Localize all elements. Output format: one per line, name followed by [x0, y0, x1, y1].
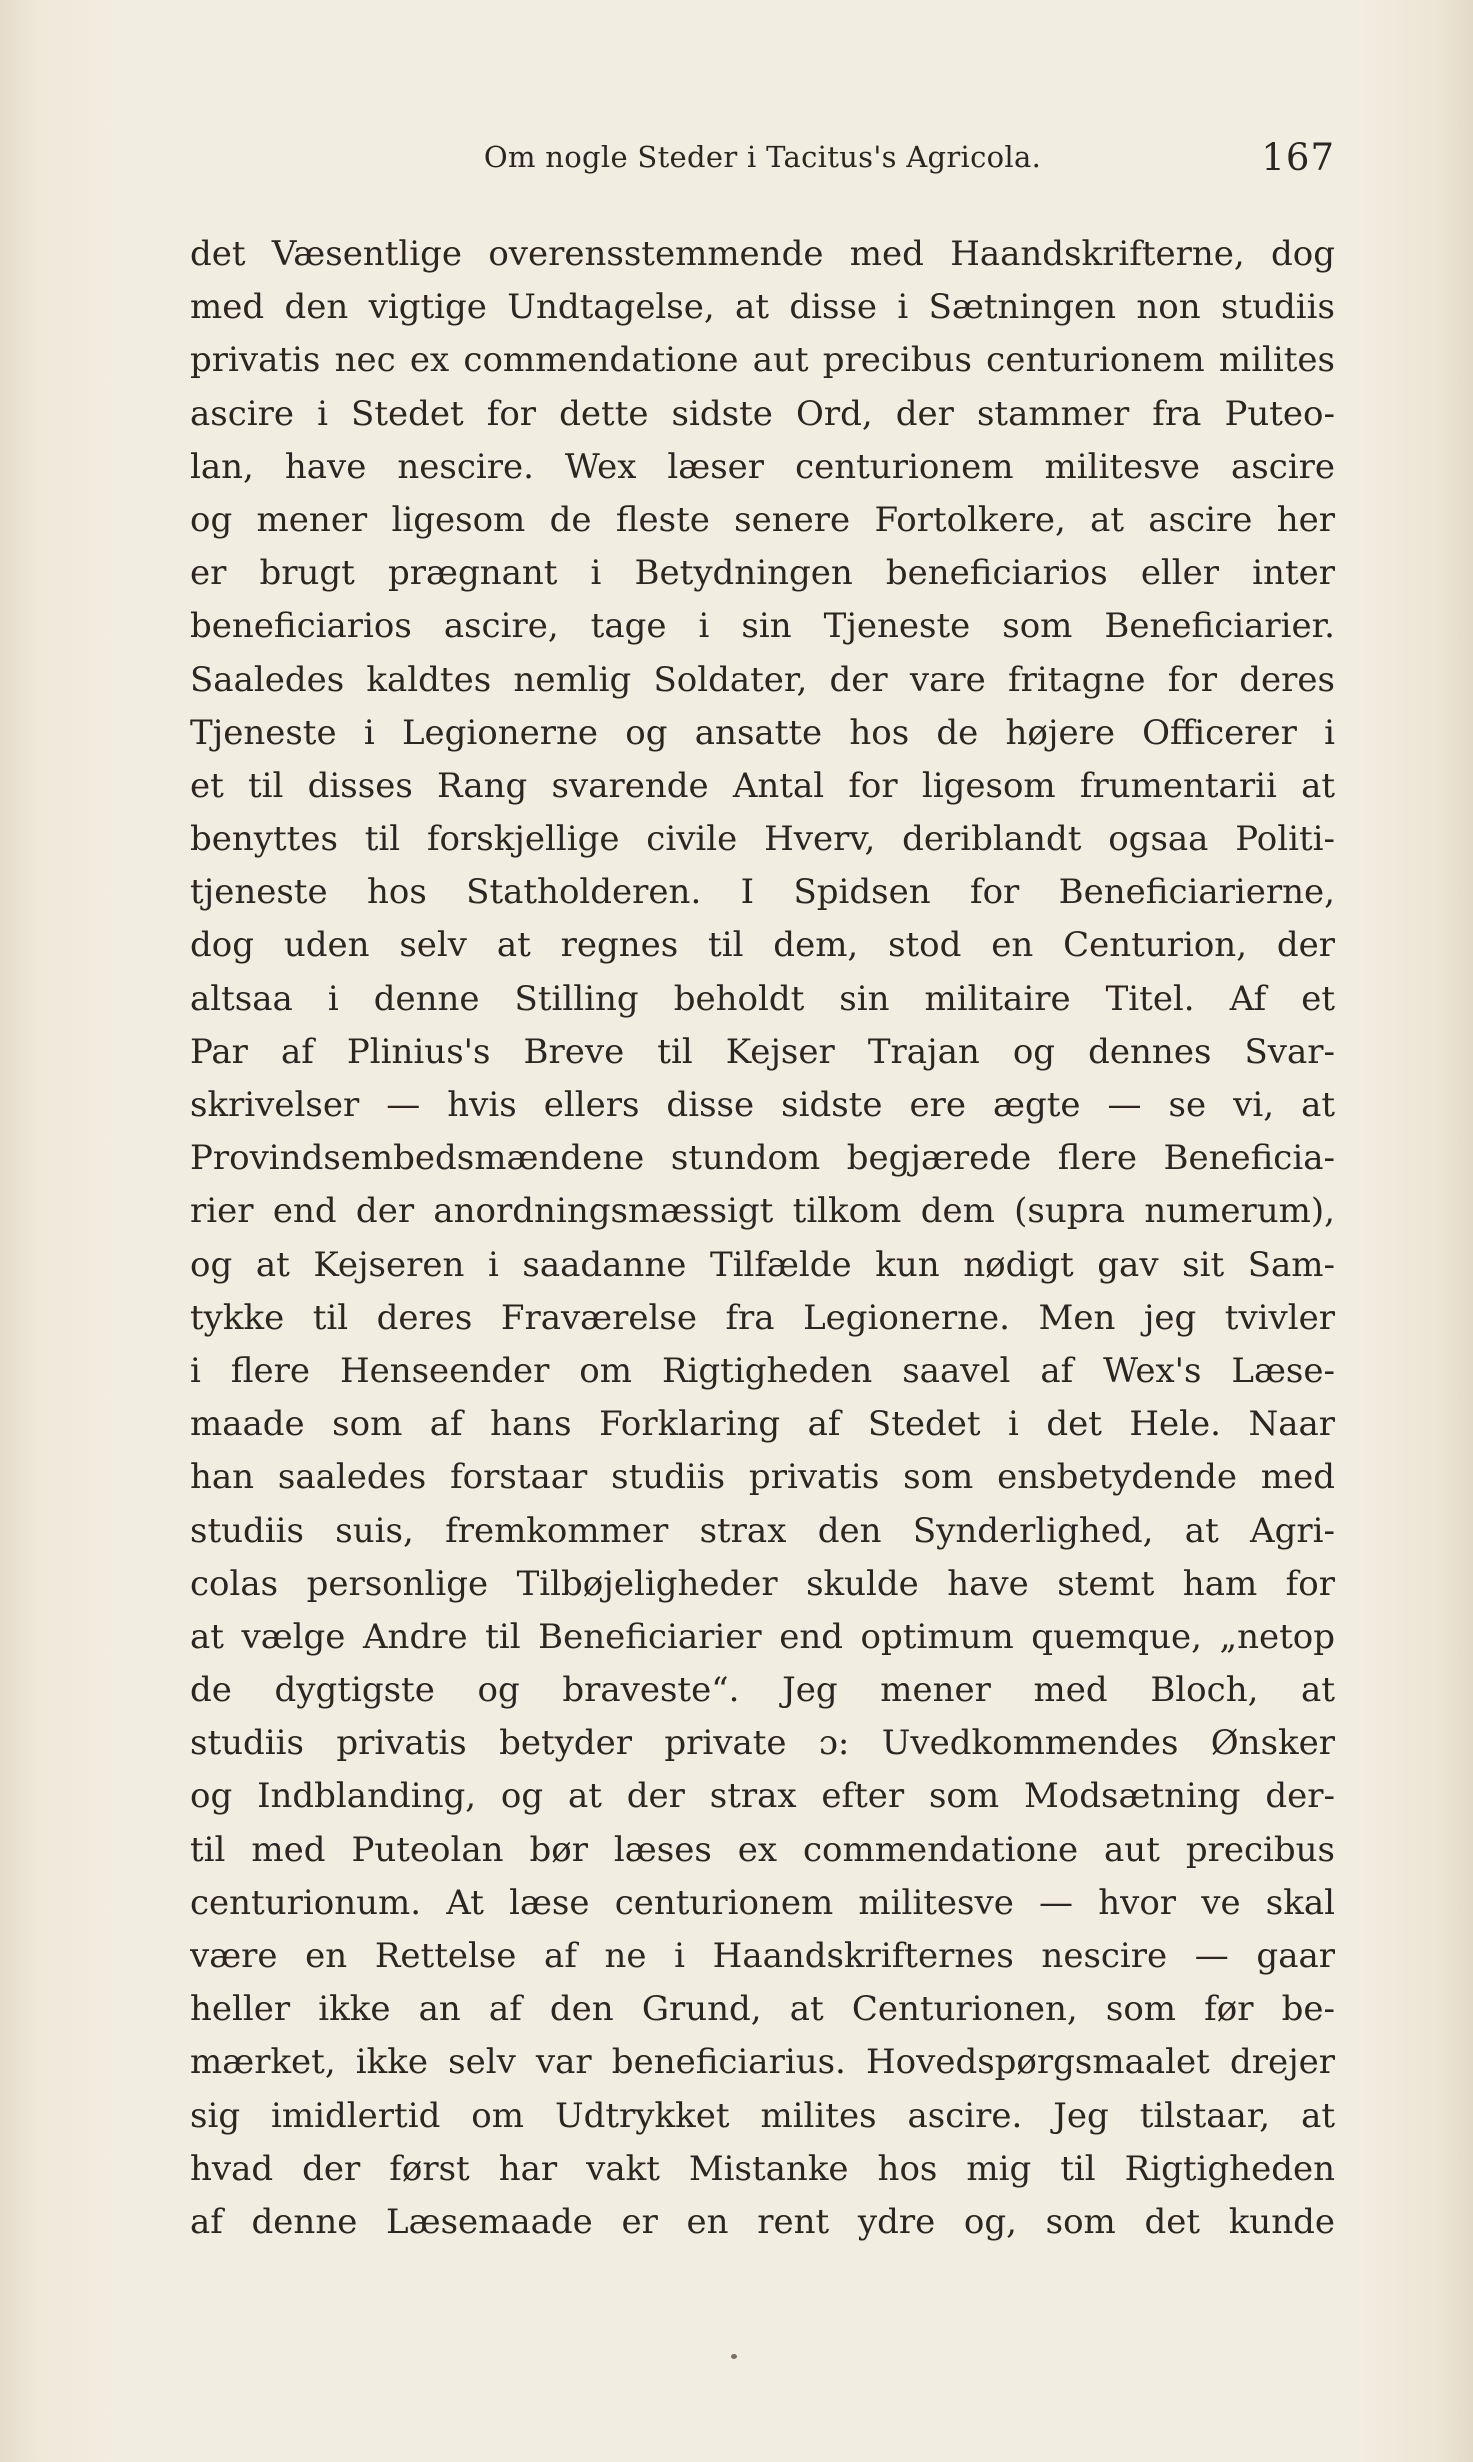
text-line: til med Puteolan bør læses ex commendatione aut precibus	[190, 1829, 1335, 1870]
text-line: skrivelser — hvis ellers disse sidste ere ægte — se vi, at	[190, 1085, 1335, 1125]
text-line: Par af Plinius's Breve til Kejser Trajan og dennes Svar-	[190, 1031, 1335, 1072]
text-line: er brugt prægnant i Betydningen beneficiarios eller inter	[190, 553, 1335, 594]
text-line: og mener ligesom de fleste senere Fortolkere, at ascire her	[190, 499, 1335, 540]
text-line: et til disses Rang svarende Antal for ligesom frumentarii at	[190, 765, 1335, 806]
text-line: studiis suis, fremkommer strax den Synderlighed, at Agri-	[190, 1510, 1335, 1551]
text-line: heller ikke an af den Grund, at Centurionen, som før be-	[190, 1989, 1335, 2030]
running-head: Om nogle Steder i Tacitus's Agricola.	[483, 140, 1042, 174]
text-line: tjeneste hos Statholderen. I Spidsen for Beneficiarierne,	[190, 872, 1335, 913]
text-line: dog uden selv at regnes til dem, stod en Centurion, der	[190, 925, 1335, 966]
ink-speck	[731, 2354, 737, 2359]
text-line: centurionum. At læse centurionem militesve — hvor ve skal	[190, 1882, 1335, 1923]
text-line: og Indblanding, og at der strax efter som Modsætning der-	[190, 1776, 1335, 1817]
text-line: og at Kejseren i saadanne Tilfælde kun nødigt gav sit Sam-	[190, 1244, 1335, 1285]
text-line: med den vigtige Undtagelse, at disse i Sætningen non studiis	[190, 287, 1335, 328]
page-header	[190, 136, 1335, 184]
text-line: Provindsembedsmændene stundom begjærede flere Beneficia-	[190, 1138, 1335, 1179]
text-line: af denne Læsemaade er en rent ydre og, som det kunde	[190, 2201, 1335, 2242]
text-line: colas personlige Tilbøjeligheder skulde have stemt ham for	[190, 1563, 1335, 1604]
text-line: Saaledes kaldtes nemlig Soldater, der vare fritagne for deres	[190, 659, 1335, 700]
text-line: privatis nec ex commendatione aut precibus centurionem milites	[190, 340, 1335, 381]
text-line: at vælge Andre til Beneficiarier end optimum quemque, „netop	[190, 1616, 1335, 1657]
text-line: være en Rettelse af ne i Haandskrifternes nescire — gaar	[190, 1936, 1335, 1976]
text-line: maade som af hans Forklaring af Stedet i det Hele. Naar	[190, 1404, 1335, 1445]
text-line: han saaledes forstaar studiis privatis som ensbetydende med	[190, 1457, 1335, 1498]
text-line: tykke til deres Fraværelse fra Legionerne. Men jeg tvivler	[190, 1297, 1335, 1338]
text-line: studiis privatis betyder private ɔ: Uvedkommendes Ønsker	[190, 1723, 1335, 1764]
text-line: de dygtigste og braveste“. Jeg mener med Bloch, at	[190, 1670, 1335, 1711]
text-line: mærket, ikke selv var beneficiarius. Hovedspørgsmaalet drejer	[190, 2042, 1335, 2083]
text-line: lan, have nescire. Wex læser centurionem militesve ascire	[190, 446, 1335, 487]
text-line: beneficiarios ascire, tage i sin Tjeneste som Beneficiarier.	[190, 606, 1335, 647]
text-line: i flere Henseender om Rigtigheden saavel af Wex's Læse-	[190, 1350, 1335, 1391]
text-line: Tjeneste i Legionerne og ansatte hos de højere Officerer i	[190, 712, 1335, 753]
text-line: rier end der anordningsmæssigt tilkom dem (supra numerum),	[190, 1191, 1335, 1232]
text-line: benyttes til forskjellige civile Hverv, deriblandt ogsaa Politi-	[190, 819, 1335, 860]
text-line: altsaa i denne Stilling beholdt sin militaire Titel. Af et	[190, 978, 1335, 1019]
body-text	[190, 228, 1335, 2249]
text-line: sig imidlertid om Udtrykket milites ascire. Jeg tilstaar, at	[190, 2095, 1335, 2136]
text-line: hvad der først har vakt Mistanke hos mig til Rigtigheden	[190, 2148, 1335, 2189]
text-line: ascire i Stedet for dette sidste Ord, der stammer fra Puteo-	[190, 393, 1335, 434]
page-number: 167	[1261, 136, 1335, 179]
text-line: det Væsentlige overensstemmende med Haandskrifterne, dog	[190, 234, 1335, 274]
